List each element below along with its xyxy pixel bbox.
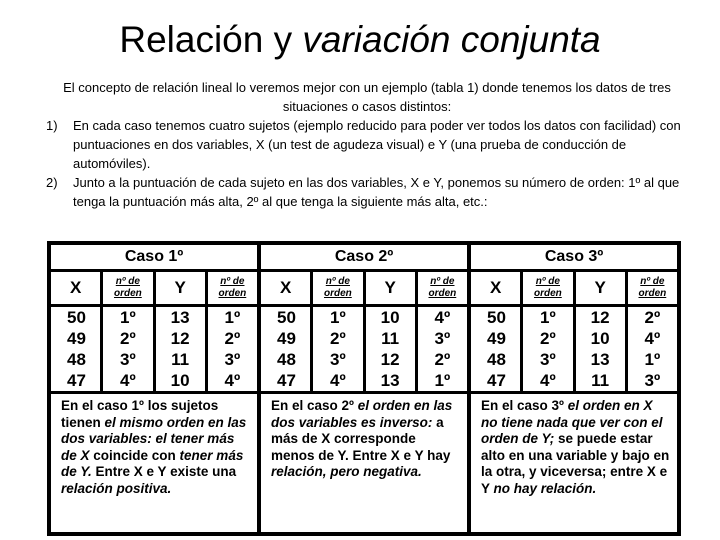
table-cell: 2º bbox=[540, 329, 556, 348]
header-x: X bbox=[471, 272, 520, 304]
x-values bbox=[51, 307, 100, 391]
x-order-values bbox=[103, 307, 152, 391]
case-note bbox=[51, 394, 257, 532]
y-values bbox=[366, 307, 415, 391]
header-order-line1: nº de bbox=[115, 276, 140, 287]
table-cell: 13 bbox=[590, 350, 610, 369]
header-x: X bbox=[51, 272, 100, 304]
table-cell: 48 bbox=[67, 350, 86, 369]
note-text: se puede estar alto en una variable y bajo en la otra, y viceversa; entre X e Y bbox=[481, 431, 670, 496]
table-cell: 11 bbox=[171, 350, 190, 369]
table-cell: 10 bbox=[380, 308, 400, 327]
table-cell: 4º bbox=[644, 329, 661, 348]
table-cell: 4º bbox=[330, 371, 346, 390]
title-plain: Relación y bbox=[119, 19, 303, 60]
note-text: a más de X corresponde menos de Y. Entre X e Y hay bbox=[271, 414, 451, 463]
table-cell: 1º bbox=[120, 308, 136, 327]
case-title: Caso 2º bbox=[261, 245, 467, 269]
x-order-values bbox=[523, 307, 572, 391]
header-order-line2: orden bbox=[638, 288, 667, 299]
intro-list bbox=[46, 116, 688, 211]
table-cell: 49 bbox=[67, 329, 86, 348]
list-item bbox=[46, 173, 688, 211]
header-order-line2: orden bbox=[323, 288, 352, 299]
header-y: Y bbox=[156, 272, 205, 304]
note-text: En el caso 1º los sujetos tienen bbox=[61, 398, 219, 430]
table-cell: 12 bbox=[590, 308, 610, 327]
column-headers bbox=[51, 272, 257, 304]
page-title bbox=[0, 18, 720, 62]
intro-paragraph: El concepto de relación lineal lo veremos mejor con un ejemplo (tabla 1) donde tenemos los datos de tres situaciones o casos distintos: bbox=[63, 80, 671, 114]
table-cell: 48 bbox=[277, 350, 296, 369]
y-order-values bbox=[628, 307, 677, 391]
header-y-order bbox=[208, 272, 257, 304]
header-x-order bbox=[103, 272, 152, 304]
x-values bbox=[471, 307, 520, 391]
table-cell: 3º bbox=[434, 329, 451, 348]
title-italic: variación conjunta bbox=[302, 19, 601, 60]
note-emphasis: tener más de Y. bbox=[61, 447, 244, 479]
intro-text bbox=[46, 78, 688, 211]
data-table-image bbox=[47, 241, 681, 536]
note-text: En el caso 3º bbox=[481, 398, 568, 413]
table-cell: 13 bbox=[380, 371, 400, 390]
table-cell: 12 bbox=[170, 329, 190, 348]
table-cell: 49 bbox=[277, 329, 296, 348]
table-cell: 48 bbox=[487, 350, 506, 369]
note-emphasis: el orden en las dos variables es inverso: bbox=[271, 398, 453, 430]
values-block bbox=[261, 307, 467, 391]
table-cell: 3º bbox=[644, 371, 661, 390]
header-order-line2: orden bbox=[428, 288, 457, 299]
table-cell: 47 bbox=[67, 371, 86, 390]
table-cell: 12 bbox=[380, 350, 400, 369]
header-y-order bbox=[628, 272, 677, 304]
x-order-values bbox=[313, 307, 362, 391]
note-text: Entre X e Y existe una bbox=[91, 464, 237, 479]
note-emphasis: no hay relación. bbox=[493, 480, 597, 496]
table-cell: 2º bbox=[644, 308, 661, 327]
note-emphasis: relación positiva. bbox=[61, 480, 172, 496]
table-cell: 3º bbox=[540, 350, 556, 369]
note-text: coincide con bbox=[89, 447, 180, 463]
table-cell: 11 bbox=[381, 329, 400, 348]
table-cell: 3º bbox=[330, 350, 346, 369]
column-headers bbox=[261, 272, 467, 304]
case-title: Caso 1º bbox=[51, 245, 257, 269]
column-headers bbox=[471, 272, 677, 304]
header-y-order bbox=[418, 272, 467, 304]
header-order-line1: nº de bbox=[535, 276, 560, 287]
header-x-order bbox=[313, 272, 362, 304]
case-note bbox=[471, 394, 677, 532]
header-order-line1: nº de bbox=[220, 276, 245, 287]
note-emphasis: el mismo orden en las dos variables: el tener más de X bbox=[61, 414, 247, 463]
header-order-line2: orden bbox=[533, 288, 562, 299]
header-order-line1: nº de bbox=[430, 276, 455, 287]
list-item-text: En cada caso tenemos cuatro sujetos (ejemplo reducido para poder ver todos los datos con facilidad) con puntuaciones en dos variables, X (un test de agudeza visual) e Y (una prueba de conducción de automóviles). bbox=[73, 118, 681, 171]
table-cell: 13 bbox=[170, 308, 190, 327]
y-values bbox=[576, 307, 625, 391]
table-cell: 49 bbox=[487, 329, 506, 348]
note-text: En el caso 2º bbox=[271, 398, 358, 413]
list-item bbox=[46, 116, 688, 173]
header-order-line2: orden bbox=[218, 288, 247, 299]
x-values bbox=[261, 307, 310, 391]
table-cell: 4º bbox=[540, 371, 556, 390]
table-cell: 4º bbox=[434, 308, 451, 327]
y-order-values bbox=[208, 307, 257, 391]
values-block bbox=[51, 307, 257, 391]
list-item-number: 2) bbox=[46, 175, 58, 190]
table-cell: 1º bbox=[224, 308, 241, 327]
table-cell: 50 bbox=[277, 308, 296, 327]
table-cell: 1º bbox=[330, 308, 346, 327]
table-cell: 10 bbox=[590, 329, 610, 348]
header-x: X bbox=[261, 272, 310, 304]
list-item-number: 1) bbox=[46, 118, 58, 133]
table-cell: 50 bbox=[487, 308, 506, 327]
y-order-values bbox=[418, 307, 467, 391]
table-cell: 3º bbox=[224, 350, 241, 369]
case-note bbox=[261, 394, 467, 532]
case-3-panel bbox=[471, 245, 677, 532]
table-cell: 2º bbox=[434, 350, 451, 369]
table-cell: 4º bbox=[120, 371, 136, 390]
table-cell: 2º bbox=[224, 329, 241, 348]
table-cell: 50 bbox=[67, 308, 86, 327]
y-values bbox=[156, 307, 205, 391]
header-order-line1: nº de bbox=[640, 276, 665, 287]
header-y: Y bbox=[576, 272, 625, 304]
values-block bbox=[471, 307, 677, 391]
note-emphasis: el orden en X no tiene nada que ver con el orden de Y; bbox=[481, 398, 663, 446]
header-y: Y bbox=[366, 272, 415, 304]
list-item-text: Junto a la puntuación de cada sujeto en las dos variables, X e Y, ponemos su número de orden: 1º al que tenga la puntuación más alta, 2º al que tenga la siguiente más alta, etc.: bbox=[73, 175, 680, 209]
table-cell: 1º bbox=[434, 371, 451, 390]
case-1-panel bbox=[51, 245, 257, 532]
note-emphasis: relación, pero negativa. bbox=[271, 464, 422, 479]
table-cell: 1º bbox=[644, 350, 661, 369]
table-cell: 47 bbox=[277, 371, 296, 390]
header-order-line1: nº de bbox=[325, 276, 350, 287]
table-cell: 2º bbox=[330, 329, 346, 348]
table-cell: 2º bbox=[120, 329, 136, 348]
table-cell: 1º bbox=[540, 308, 556, 327]
table-cell: 3º bbox=[120, 350, 136, 369]
header-order-line2: orden bbox=[113, 288, 142, 299]
table-cell: 47 bbox=[487, 371, 506, 390]
table-cell: 10 bbox=[170, 371, 190, 390]
case-2-panel bbox=[261, 245, 467, 532]
table-cell: 4º bbox=[224, 371, 241, 390]
header-x-order bbox=[523, 272, 572, 304]
table-cell: 11 bbox=[591, 371, 610, 390]
case-title: Caso 3º bbox=[471, 245, 677, 269]
